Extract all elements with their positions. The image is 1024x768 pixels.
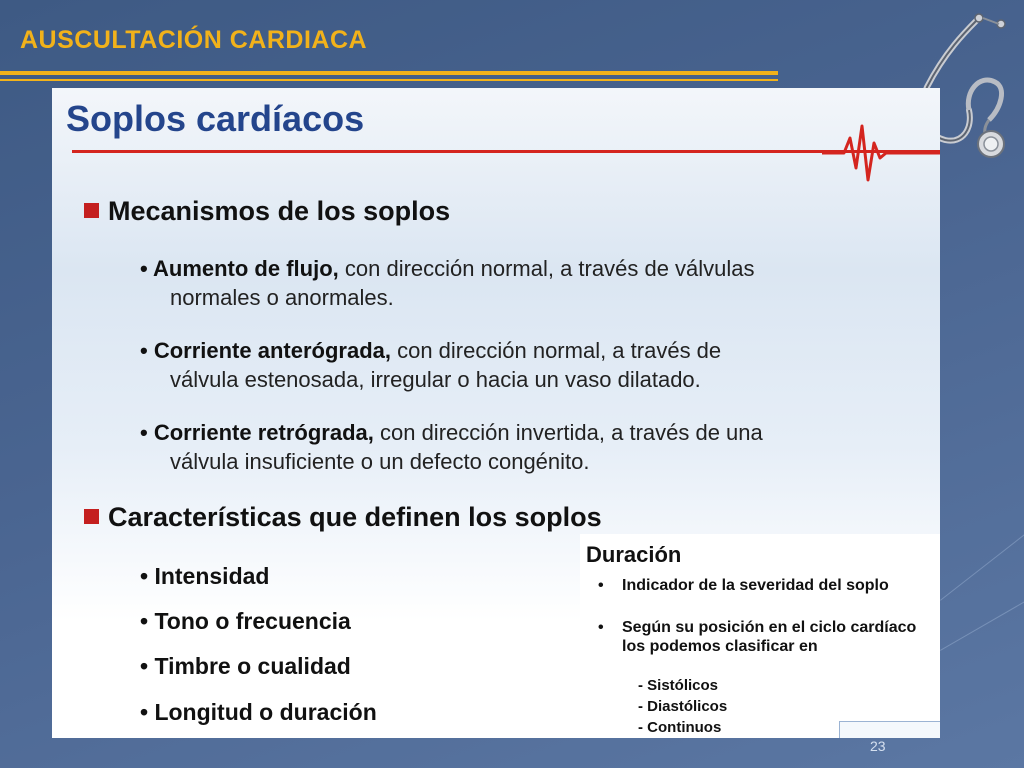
- title-rule: [72, 150, 940, 153]
- slide-title: Soplos cardíacos: [66, 98, 365, 139]
- page-number: 23: [870, 738, 886, 754]
- section-heading-mechanisms: Mecanismos de los soplos: [84, 196, 450, 227]
- background-decor-line: [940, 501, 1024, 600]
- duration-bullet: • Indicador de la severidad del soplo: [598, 577, 889, 594]
- duration-subitem: - Continuos: [638, 719, 722, 736]
- header-underline: [0, 71, 778, 75]
- characteristic-item: • Intensidad: [140, 563, 270, 589]
- duration-title: Duración: [586, 542, 682, 567]
- duration-box: [580, 534, 940, 738]
- header-title: AUSCULTACIÓN CARDIACA: [20, 26, 368, 54]
- characteristic-item: • Tono o frecuencia: [140, 608, 351, 634]
- slide-content: [52, 88, 940, 738]
- mechanism-item: • Aumento de flujo, con dirección normal, a través de válvulas normales o anormales.: [140, 256, 755, 310]
- header-underline-thin: [0, 79, 778, 81]
- duration-subitem: - Sistólicos: [638, 677, 719, 694]
- characteristic-item: • Timbre o cualidad: [140, 653, 351, 679]
- duration-subitem: - Diastólicos: [638, 698, 728, 715]
- background-decor-line: [940, 570, 1024, 651]
- duration-bullet: • Según su posición en el ciclo cardíaco los podemos clasificar en: [598, 619, 917, 655]
- red-square-bullet: [84, 509, 99, 524]
- ekg-line-icon: [822, 108, 940, 188]
- red-square-bullet: [84, 203, 99, 218]
- characteristic-item: • Longitud o duración: [140, 699, 377, 725]
- mechanism-item: • Corriente retrógrada, con dirección invertida, a través de una válvula insuficiente o un defecto congénito.: [140, 420, 763, 474]
- section-heading-characteristics: Características que definen los soplos: [84, 502, 602, 533]
- embedded-object-frame: [839, 721, 940, 738]
- mechanism-item: • Corriente anterógrada, con dirección normal, a través de válvula estenosada, irregular o hacia un vaso dilatado.: [140, 338, 722, 392]
